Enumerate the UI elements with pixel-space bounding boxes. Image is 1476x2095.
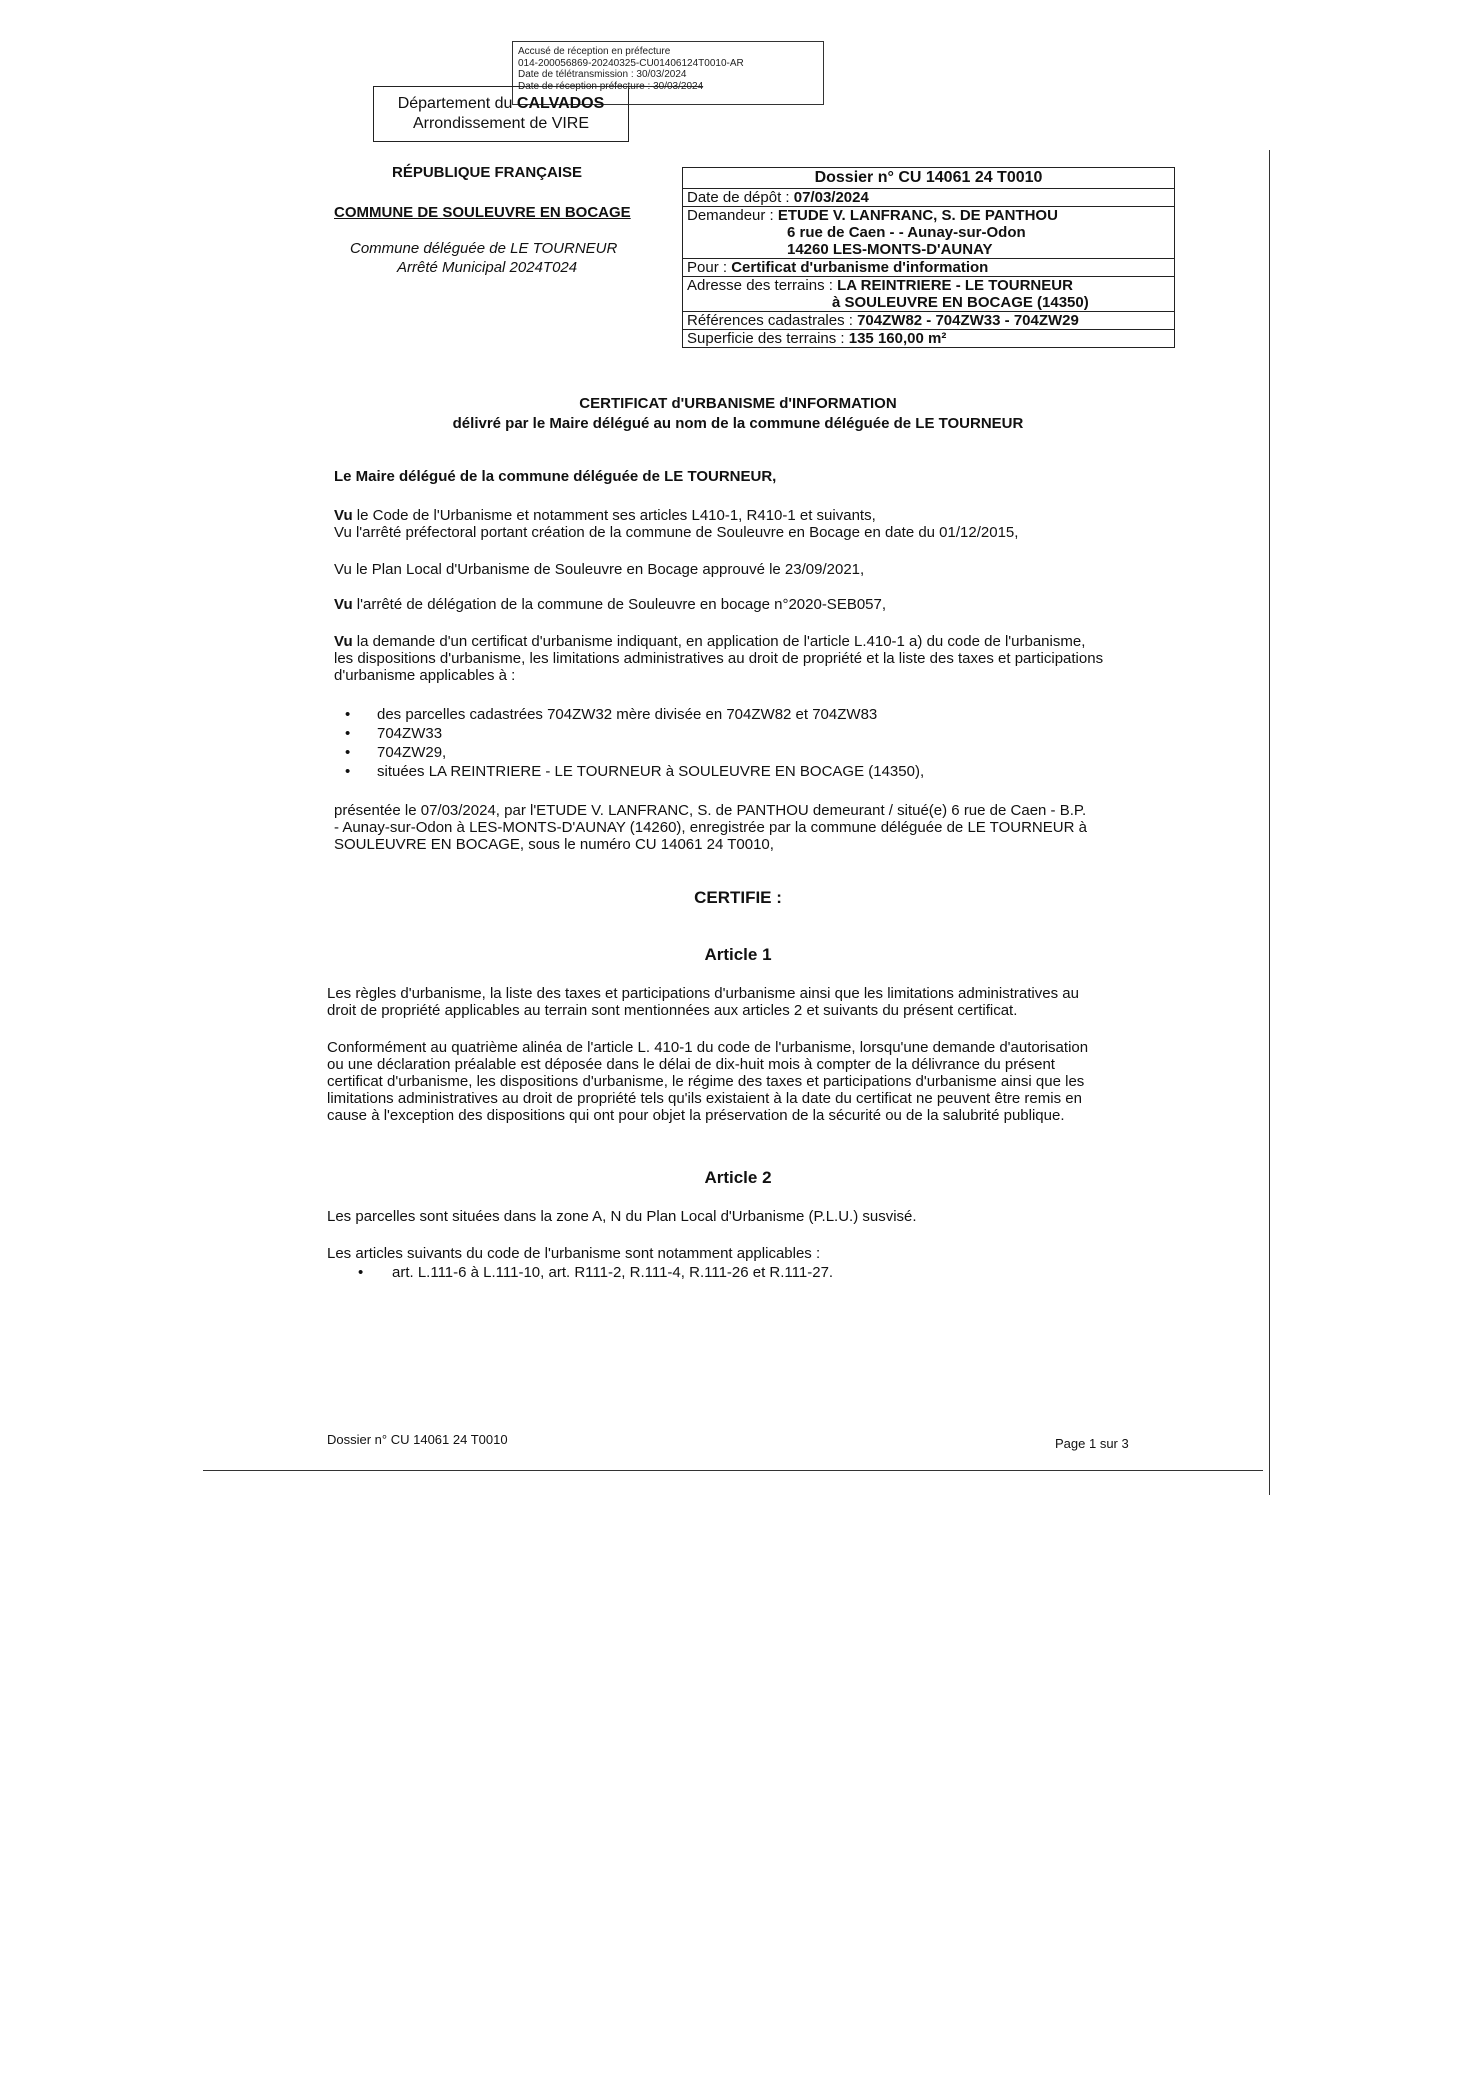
vu-1-line-2: Vu l'arrêté préfectoral portant création de la commune de Souleuvre en Bocage en date du 01/12/2015,: [334, 524, 1019, 541]
stamp-line-1: Accusé de réception en préfecture: [518, 46, 671, 57]
stamp-line-2: 014-200056869-20240325-CU01406124T0010-AR: [518, 57, 744, 69]
presentee-line-1: présentée le 07/03/2024, par l'ETUDE V. LANFRANC, S. de PANTHOU demeurant / situé(e) 6 rue de Caen - B.P.: [334, 802, 1087, 819]
demandeur-row: [683, 207, 1174, 259]
stamp-line-4: Date de réception préfecture : 30/03/2024: [518, 80, 704, 92]
article-2-bullet: • art. L.111-6 à L.111-10, art. R111-2, R.111-4, R.111-26 et R.111-27.: [358, 1264, 834, 1281]
presentee-line-3: SOULEUVRE EN BOCAGE, sous le numéro CU 14061 24 T0010,: [334, 836, 774, 853]
date-depot-label: Date de dépôt :: [687, 189, 794, 206]
article-2-title: Article 2: [704, 1168, 772, 1187]
dossier-number-text: Dossier n° CU 14061 24 T0010: [814, 169, 1043, 186]
departement-box: [373, 86, 629, 142]
superficie-label: Superficie des terrains :: [687, 330, 849, 347]
certifie-heading: CERTIFIE :: [694, 888, 782, 907]
vu-4-line-2: les dispositions d'urbanisme, les limitations administratives au droit de propriété et la liste des taxes et participations: [334, 650, 1104, 667]
article-2-paragraph-2: Les articles suivants du code de l'urbanisme sont notamment applicables :: [327, 1245, 821, 1262]
presentee-line-2: - Aunay-sur-Odon à LES-MONTS-D'AUNAY (14260), enregistrée par la commune déléguée de LE TOURNEUR à: [334, 819, 1087, 836]
departement-prefix: Département du: [397, 95, 517, 112]
list-item: • 704ZW33: [345, 725, 443, 742]
date-depot-value: 07/03/2024: [793, 189, 869, 206]
departement-name: CALVADOS: [516, 95, 605, 112]
footer-page-number: Page 1 sur 3: [1055, 1436, 1129, 1451]
commune-deleguee: Commune déléguée de LE TOURNEUR: [350, 240, 618, 257]
article-2-paragraph-1: Les parcelles sont situées dans la zone A, N du Plan Local d'Urbanisme (P.L.U.) susvisé.: [327, 1208, 917, 1225]
vu-paragraph-1: [334, 507, 1018, 541]
demandeur-line-3: 14260 LES-MONTS-D'AUNAY: [787, 241, 993, 258]
footer-dossier: Dossier n° CU 14061 24 T0010: [327, 1432, 508, 1447]
references-label: Références cadastrales :: [687, 312, 858, 329]
presentee-paragraph: [334, 802, 1087, 853]
article-1-title: Article 1: [704, 945, 772, 964]
demandeur-label: Demandeur :: [687, 207, 778, 224]
vu-keyword: Vu: [334, 633, 353, 650]
arrete-number: Arrêté Municipal 2024T024: [397, 259, 578, 276]
vu-paragraph-3: [334, 596, 886, 613]
dossier-box: [682, 167, 1175, 348]
article-1-paragraph-2: Conformément au quatrième alinéa de l'article L. 410-1 du code de l'urbanisme, lorsqu'une demande d'autorisation ou une déclaration préalable est déposée dans le délai de dix-huit mois à compter de la délivrance du présent certificat d'urbanisme, les dispositions d'urbanisme, le régime des taxes et participations d'urbanisme ainsi que les limitations administratives au droit de propriété tels qu'ils existaient à la date du certificat ne peuvent être remis en cause à l'exception des dispositions qui ont pour objet la préservation de la sécurité ou de la salubrité publique.: [327, 1039, 1089, 1124]
vu-1-text: le Code de l'Urbanisme et notamment ses articles L410-1, R410-1 et suivants,: [352, 507, 876, 524]
page-right-edge: [1269, 150, 1270, 1495]
stamp-line-3: Date de télétransmission : 30/03/2024: [518, 69, 687, 80]
vu-3-text: l'arrêté de délégation de la commune de Souleuvre en bocage n°2020-SEB057,: [352, 596, 887, 613]
vu-keyword: Vu: [334, 507, 353, 524]
pour-label: Pour :: [687, 259, 732, 276]
vu-paragraph-2: Vu le Plan Local d'Urbanisme de Souleuvre en Bocage approuvé le 23/09/2021,: [334, 561, 865, 578]
vu-keyword: Vu: [334, 596, 353, 613]
adresse-row: [683, 277, 1174, 312]
commune-heading: COMMUNE DE SOULEUVRE EN BOCAGE: [334, 204, 631, 221]
article-1-paragraph-1: Les règles d'urbanisme, la liste des taxes et participations d'urbanisme ainsi que les limitations administratives au droit de propriété applicables au terrain sont mentionnées aux articles 2 et suivants du présent certificat.: [327, 985, 1079, 1019]
vu-4-text: la demande d'un certificat d'urbanisme indiquant, en application de l'article L.410-1 a) du code de l'urbanisme,: [352, 633, 1086, 650]
references-value: 704ZW82 - 704ZW33 - 704ZW29: [857, 312, 1079, 329]
certificate-subtitle: délivré par le Maire délégué au nom de la commune déléguée de LE TOURNEUR: [452, 415, 1024, 432]
demandeur-line-1: ETUDE V. LANFRANC, S. DE PANTHOU: [777, 207, 1058, 224]
departement-line: [374, 94, 628, 114]
certificate-title: CERTIFICAT d'URBANISME d'INFORMATION: [579, 395, 897, 412]
date-depot-row: [683, 189, 1174, 207]
list-item: • des parcelles cadastrées 704ZW32 mère divisée en 704ZW82 et 704ZW83: [345, 706, 878, 723]
arrondissement-line: Arrondissement de VIRE: [412, 115, 590, 132]
vu-4-line-3: d'urbanisme applicables à :: [334, 667, 516, 684]
maire-heading: Le Maire délégué de la commune déléguée de LE TOURNEUR,: [334, 468, 777, 485]
adresse-label: Adresse des terrains :: [687, 277, 838, 294]
pour-row: [683, 259, 1174, 277]
list-item: • situées LA REINTRIERE - LE TOURNEUR à SOULEUVRE EN BOCAGE (14350),: [345, 763, 925, 780]
adresse-line-2: à SOULEUVRE EN BOCAGE (14350): [832, 294, 1089, 311]
page-bottom-edge: [203, 1470, 1263, 1471]
superficie-row: [683, 330, 1174, 347]
parcel-list: [345, 706, 924, 780]
references-row: [683, 312, 1174, 330]
dossier-number: [683, 168, 1174, 189]
vu-paragraph-4: [334, 633, 1103, 684]
republique-heading: RÉPUBLIQUE FRANÇAISE: [392, 164, 583, 181]
demandeur-line-2: 6 rue de Caen - - Aunay-sur-Odon: [787, 224, 1026, 241]
list-item: • 704ZW29,: [345, 744, 447, 761]
pour-value: Certificat d'urbanisme d'information: [731, 259, 989, 276]
adresse-line-1: LA REINTRIERE - LE TOURNEUR: [837, 277, 1073, 294]
superficie-value: 135 160,00 m²: [848, 330, 947, 347]
